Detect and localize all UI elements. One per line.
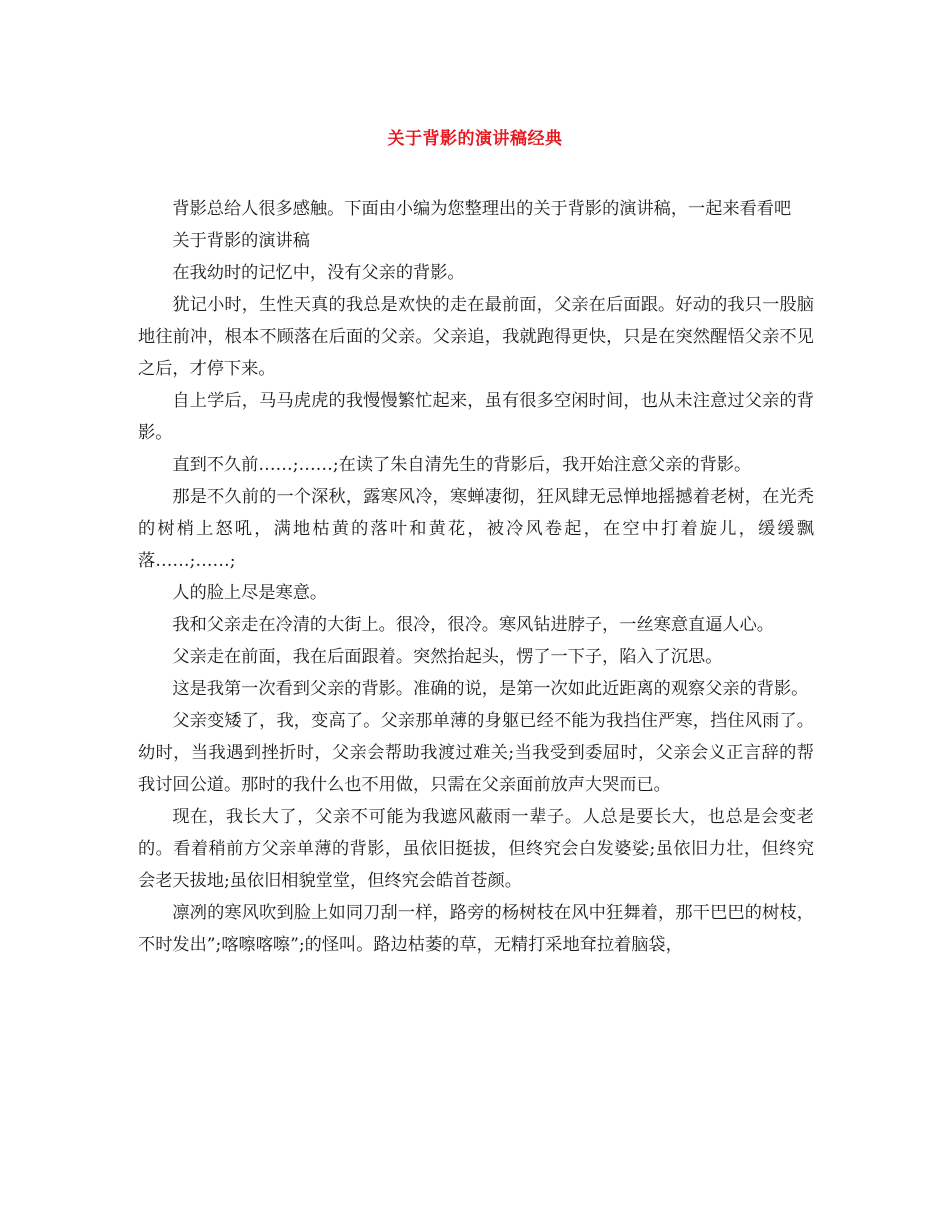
document-body [138, 193, 814, 961]
paragraph: 父亲走在前面，我在后面跟着。突然抬起头，愣了一下子，陷入了沉思。 [172, 647, 723, 667]
paragraph: 这是我第一次看到父亲的背影。准确的说，是第一次如此近距离的观察父亲的背影。 [172, 679, 809, 699]
paragraph: 背影总给人很多感触。下面由小编为您整理出的关于背影的演讲稿，一起来看看吧 [172, 199, 792, 219]
document-title: 关于背影的演讲稿经典 [387, 129, 563, 149]
paragraph: 我和父亲走在冷清的大街上。很冷，很冷。寒风钻进脖子，一丝寒意直逼人心。 [172, 615, 774, 635]
paragraph: 自上学后，马马虎虎的我慢慢繁忙起来，虽有很多空闲时间，也从未注意过父亲的背影。 [138, 391, 814, 443]
paragraph: 在我幼时的记忆中，没有父亲的背影。 [172, 263, 465, 283]
paragraph: 关于背影的演讲稿 [172, 231, 310, 251]
paragraph: 犹记小时，生性天真的我总是欢快的走在最前面，父亲在后面跟。好动的我只一股脑地往前冲，根本不顾落在后面的父亲。父亲追，我就跑得更快，只是在突然醒悟父亲不见之后，才停下来。 [138, 295, 814, 379]
paragraph: 父亲变矮了，我，变高了。父亲那单薄的身躯已经不能为我挡住严寒，挡住风雨了。幼时，当我遇到挫折时，父亲会帮助我渡过难关;当我受到委屈时，父亲会义正言辞的帮我讨回公道。那时的我什么也不用做，只需在父亲面前放声大哭而已。 [138, 711, 814, 795]
paragraph: 凛冽的寒风吹到脸上如同刀刮一样，路旁的杨树枝在风中狂舞着，那干巴巴的树枝，不时发出”;喀嚓喀嚓”;的怪叫。路边枯萎的草，无精打采地耷拉着脑袋， [138, 903, 814, 955]
paragraph: 人的脸上尽是寒意。 [172, 583, 328, 603]
paragraph: 那是不久前的一个深秋，露寒风冷，寒蝉凄彻，狂风肆无忌惮地摇撼着老树，在光秃的树梢上怒吼，满地枯黄的落叶和黄花，被冷风卷起，在空中打着旋儿，缓缓飘落……;……; [138, 487, 814, 571]
paragraph: 直到不久前……;……;在读了朱自清先生的背影后，我开始注意父亲的背影。 [172, 455, 752, 475]
paragraph: 现在，我长大了，父亲不可能为我遮风蔽雨一辈子。人总是要长大，也总是会变老的。看着稍前方父亲单薄的背影，虽依旧挺拔，但终究会白发婆娑;虽依旧力壮，但终究会老天拔地;虽依旧相貌堂堂，但终究会皓首苍颜。 [138, 807, 814, 891]
